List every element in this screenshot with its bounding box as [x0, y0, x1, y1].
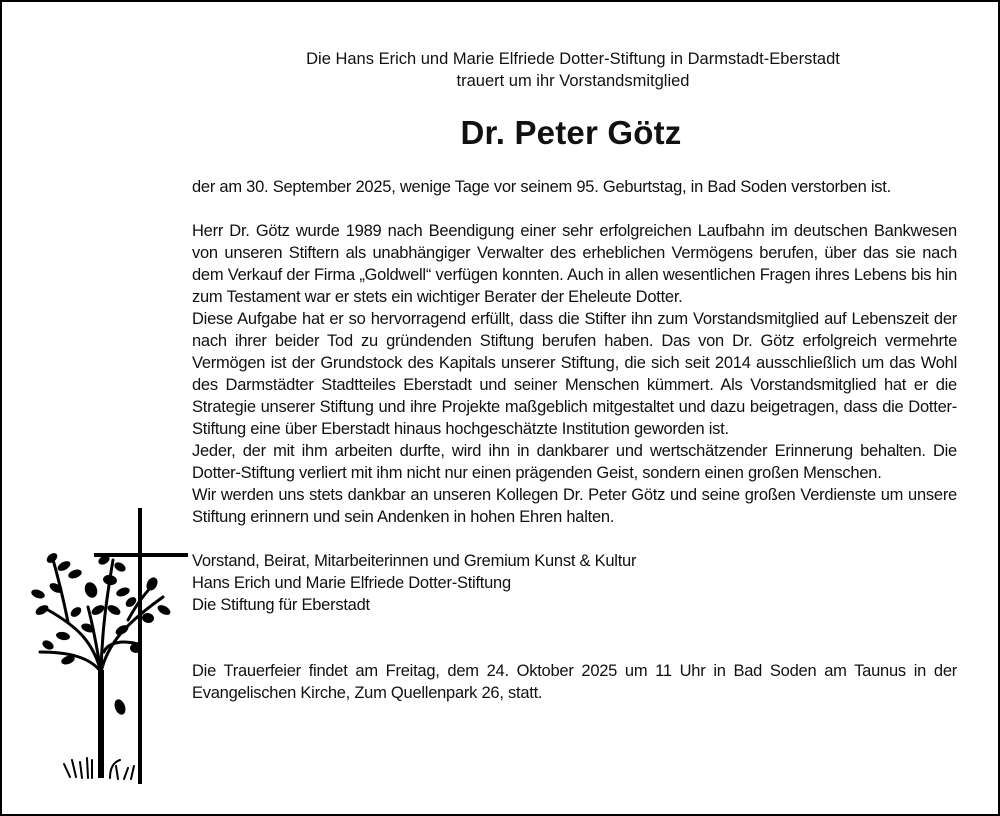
signature-block	[192, 550, 957, 616]
paragraph: Wir werden uns stets dankbar an unseren Kollegen Dr. Peter Götz und seine großen Verdienste um unsere Stiftung erinnern und sein Andenken in hohen Ehren halten.	[192, 486, 957, 526]
intro-paragraph: der am 30. September 2025, wenige Tage vor seinem 95. Geburtstag, in Bad Soden verstorben ist.	[192, 178, 891, 196]
header	[2, 48, 1000, 92]
signature-line: Vorstand, Beirat, Mitarbeiterinnen und Gremium Kunst & Kultur	[192, 552, 637, 570]
paragraph: Herr Dr. Götz wurde 1989 nach Beendigung einer sehr erfolgreichen Laufbahn im deutschen Bankwesen von unseren Stiftern als unabhängiger Verwalter des erheblichen Vermögens berufen, über das sie nach dem Verkauf der Firma „Goldwell“ verfügen konnten. Auch in allen wesentlichen Fragen ihres Lebens bis hin zum Testament war er stets ein wichtiger Berater der Eheleute Dotter.	[192, 222, 957, 306]
header-line-2: trauert um ihr Vorstandsmitglied	[456, 72, 690, 90]
header-line-1: Die Hans Erich und Marie Elfriede Dotter-Stiftung in Darmstadt-Eberstadt	[306, 50, 840, 68]
signature-line: Hans Erich und Marie Elfriede Dotter-Stiftung	[192, 574, 511, 592]
tree-and-cross-icon	[28, 502, 198, 792]
signature-line: Die Stiftung für Eberstadt	[192, 596, 370, 614]
obituary-body	[192, 176, 957, 704]
deceased-name: Dr. Peter Götz	[460, 114, 682, 151]
paragraph: Jeder, der mit ihm arbeiten durfte, wird ihn in dankbarer und wertschätzender Erinnerung behalten. Die Dotter-Stiftung verliert mit ihm nicht nur einen prägenden Geist, sondern einen großen Menschen.	[192, 442, 957, 482]
funeral-notice: Die Trauerfeier findet am Freitag, dem 24. Oktober 2025 um 11 Uhr in Bad Soden am Taunus in der Evangelischen Kirche, Zum Quellenpark 26, statt.	[192, 662, 957, 702]
paragraph: Diese Aufgabe hat er so hervorragend erfüllt, dass die Stifter ihn zum Vorstandsmitglied auf Lebenszeit der nach ihrer beider Tod zu gründenden Stiftung berufen haben. Das von Dr. Götz erfolgreich vermehrte Vermögen ist der Grundstock des Kapitals unserer Stiftung, die sich seit 2014 ausschließlich um das Wohl des Darmstädter Stadtteiles Eberstadt und seiner Menschen kümmert. Als Vorstandsmitglied hat er die Strategie unserer Stiftung und ihre Projekte maßgeblich mitgestaltet und dazu beigetragen, dass die Dotter-Stiftung eine über Eberstadt hinaus hochgeschätzte Institution geworden ist.	[192, 310, 957, 438]
